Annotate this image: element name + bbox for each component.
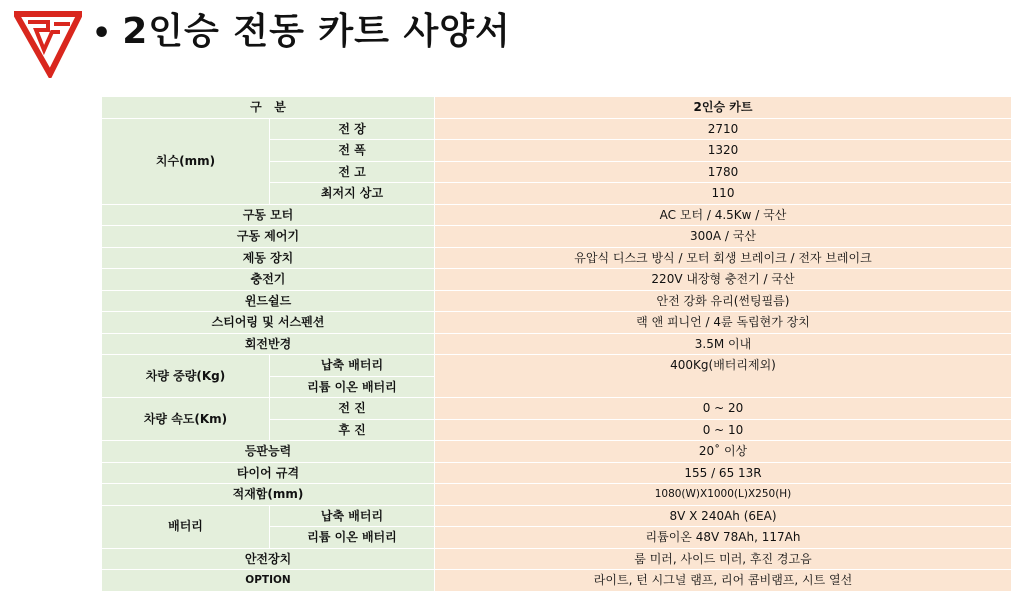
option-value: 라이트, 턴 시그널 램프, 리어 콤비램프, 시트 열선 <box>435 570 1012 592</box>
table-row <box>102 204 1012 226</box>
table-row <box>102 484 1012 506</box>
controller-value: 300A / 국산 <box>435 226 1012 248</box>
motor-label: 구동 모터 <box>102 204 435 226</box>
height-label: 전 고 <box>270 161 435 183</box>
table-row <box>102 398 1012 420</box>
steering-label: 스티어링 및 서스펜션 <box>102 312 435 334</box>
cargo-value: 1080(W)X1000(L)X250(H) <box>435 484 1012 506</box>
weight-lead-label: 납축 배터리 <box>270 355 435 377</box>
motor-value: AC 모터 / 4.5Kw / 국산 <box>435 204 1012 226</box>
speed-forward-value: 0 ~ 20 <box>435 398 1012 420</box>
battery-group-label: 배터리 <box>102 505 270 548</box>
cargo-label: 적재함(mm) <box>102 484 435 506</box>
climbing-value: 20˚ 이상 <box>435 441 1012 463</box>
table-row <box>102 269 1012 291</box>
weight-lithium-label: 리튬 이온 배터리 <box>270 376 435 398</box>
charger-label: 충전기 <box>102 269 435 291</box>
spec-table <box>101 96 1012 592</box>
table-row <box>102 462 1012 484</box>
ground-clearance-value: 110 <box>435 183 1012 205</box>
charger-value: 220V 내장형 충전기 / 국산 <box>435 269 1012 291</box>
title-bullet: • <box>92 16 113 51</box>
length-label: 전 장 <box>270 118 435 140</box>
table-header-row <box>102 97 1012 119</box>
battery-lithium-label: 리튬 이온 배터리 <box>270 527 435 549</box>
weight-group-label: 차량 중량(Kg) <box>102 355 270 398</box>
table-row <box>102 290 1012 312</box>
turning-radius-value: 3.5M 이내 <box>435 333 1012 355</box>
battery-lead-value: 8V X 240Ah (6EA) <box>435 505 1012 527</box>
controller-label: 구동 제어기 <box>102 226 435 248</box>
length-value: 2710 <box>435 118 1012 140</box>
weight-value: 400Kg(배터리제외) <box>435 355 1012 398</box>
table-row <box>102 441 1012 463</box>
tire-label: 타이어 규격 <box>102 462 435 484</box>
windshield-label: 윈드쉴드 <box>102 290 435 312</box>
option-label: OPTION <box>102 570 435 592</box>
speed-reverse-label: 후 진 <box>270 419 435 441</box>
climbing-label: 등판능력 <box>102 441 435 463</box>
table-row <box>102 118 1012 140</box>
brake-label: 제동 장치 <box>102 247 435 269</box>
battery-lithium-value: 리튬이온 48V 78Ah, 117Ah <box>435 527 1012 549</box>
tire-value: 155 / 65 13R <box>435 462 1012 484</box>
ground-clearance-label: 최저지 상고 <box>270 183 435 205</box>
speed-forward-label: 전 진 <box>270 398 435 420</box>
table-row <box>102 505 1012 527</box>
table-row <box>102 312 1012 334</box>
height-value: 1780 <box>435 161 1012 183</box>
table-row <box>102 333 1012 355</box>
table-row <box>102 247 1012 269</box>
header-value-cell: 2인승 카트 <box>435 97 1012 119</box>
company-logo <box>14 10 82 78</box>
dimension-group-label: 치수(mm) <box>102 118 270 204</box>
battery-lead-label: 납축 배터리 <box>270 505 435 527</box>
speed-reverse-value: 0 ~ 10 <box>435 419 1012 441</box>
page-title <box>92 8 511 56</box>
windshield-value: 안전 강화 유리(썬팅필름) <box>435 290 1012 312</box>
safety-label: 안전장치 <box>102 548 435 570</box>
safety-value: 룸 미러, 사이드 미러, 후진 경고음 <box>435 548 1012 570</box>
width-value: 1320 <box>435 140 1012 162</box>
turning-radius-label: 회전반경 <box>102 333 435 355</box>
table-row <box>102 548 1012 570</box>
speed-group-label: 차량 속도(Km) <box>102 398 270 441</box>
table-row <box>102 226 1012 248</box>
title-text: 2인승 전동 카트 사양서 <box>122 11 511 52</box>
width-label: 전 폭 <box>270 140 435 162</box>
table-row <box>102 355 1012 377</box>
brake-value: 유압식 디스크 방식 / 모터 회생 브레이크 / 전자 브레이크 <box>435 247 1012 269</box>
steering-value: 랙 앤 피니언 / 4륜 독립현가 장치 <box>435 312 1012 334</box>
table-row <box>102 570 1012 592</box>
header-label-cell: 구 분 <box>102 97 435 119</box>
